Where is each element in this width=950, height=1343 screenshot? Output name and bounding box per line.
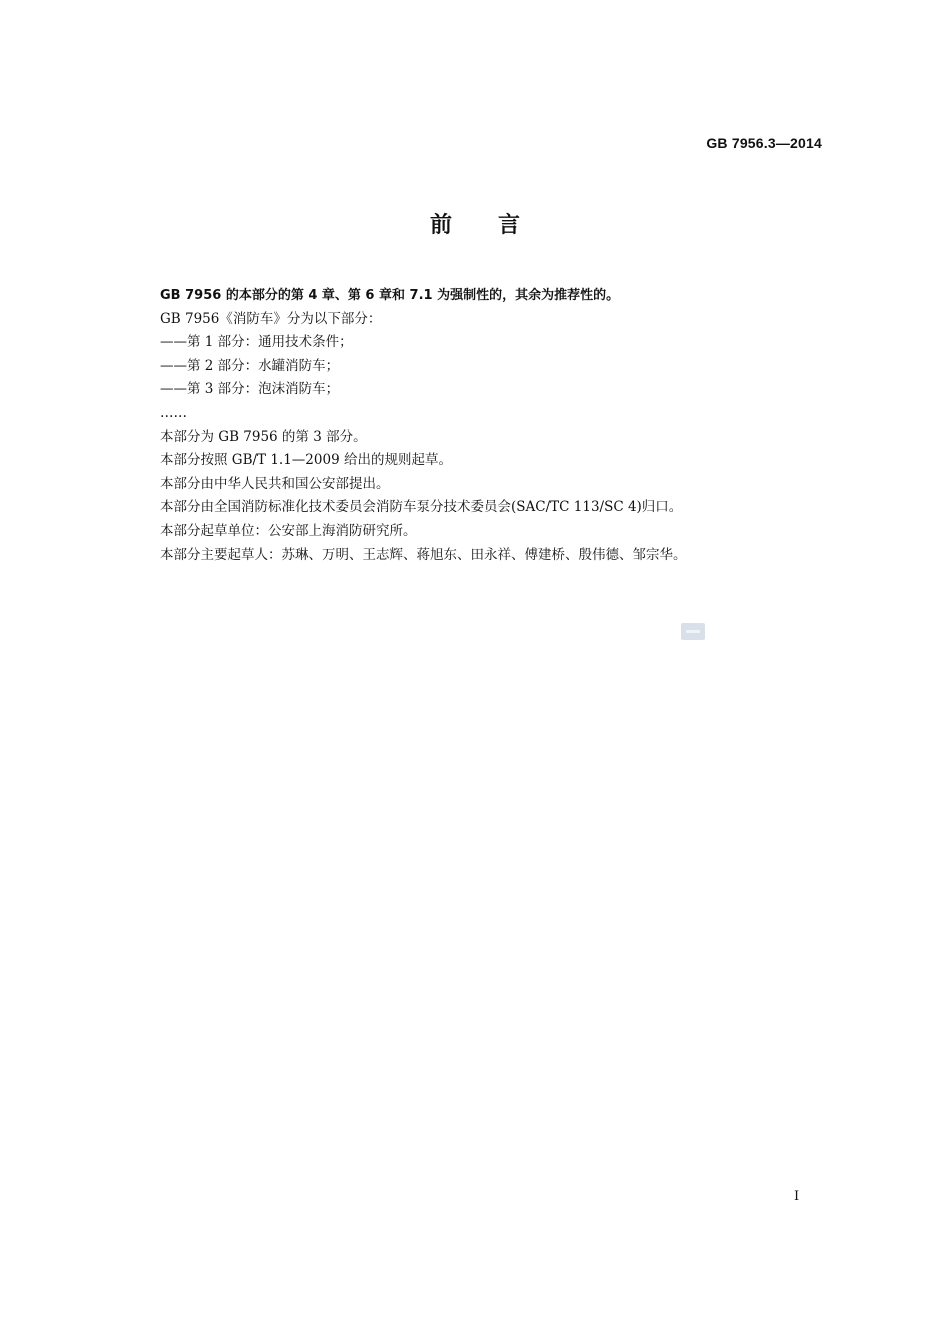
standard-number: GB 7956.3—2014 <box>706 135 822 151</box>
paragraph-part-number: 本部分为 GB 7956 的第 3 部分。 <box>160 428 367 445</box>
paragraph-technical-committee: 本部分由全国消防标准化技术委员会消防车泵分技术委员会(SAC/TC 113/SC 4)归口。 <box>160 499 683 516</box>
list-item-part-2: ——第 2 部分：水罐消防车； <box>160 357 340 374</box>
sac-watermark-icon <box>681 623 705 640</box>
page-title: 前言 <box>429 213 566 238</box>
paragraph-proposer: 本部分由中华人民共和国公安部提出。 <box>160 475 390 492</box>
page-number: I <box>794 1189 800 1204</box>
paragraph-drafting-rules: 本部分按照 GB/T 1.1—2009 给出的规则起草。 <box>160 452 452 469</box>
paragraph-drafting-unit: 本部分起草单位：公安部上海消防研究所。 <box>160 522 417 539</box>
paragraph-main-drafters: 本部分主要起草人：苏琳、万明、王志辉、蒋旭东、田永祥、傅建桥、殷伟德、邹宗华。 <box>160 546 687 563</box>
list-item-part-3: ——第 3 部分：泡沫消防车； <box>160 381 340 398</box>
list-item-part-1: ——第 1 部分：通用技术条件； <box>160 334 353 351</box>
mandatory-clause-statement: GB 7956 的本部分的第 4 章、第 6 章和 7.1 为强制性的，其余为推荐性的。 <box>160 288 620 303</box>
paragraph-parts-intro: GB 7956《消防车》分为以下部分： <box>160 310 382 327</box>
list-ellipsis: …… <box>160 404 187 421</box>
foreword-body <box>160 284 800 567</box>
